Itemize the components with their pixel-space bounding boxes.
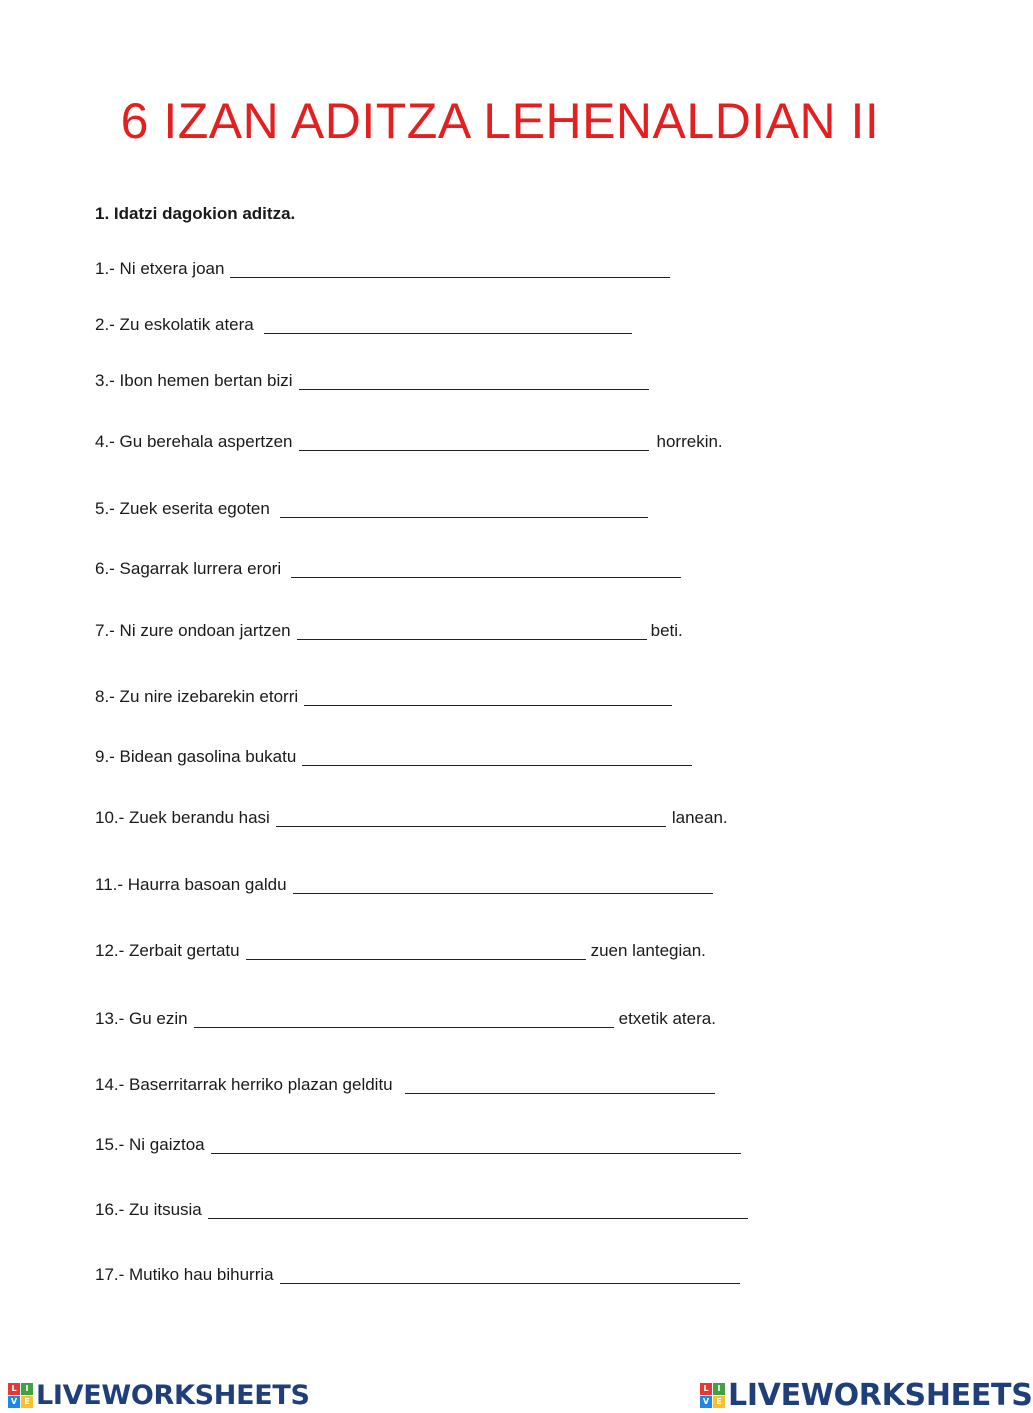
liveworksheets-mark-icon (700, 1383, 725, 1408)
exercise-prompt: 16.- Zu itsusia (95, 1200, 202, 1219)
exercise-prompt: 10.- Zuek berandu hasi (95, 808, 270, 827)
exercise-item-6 (95, 559, 681, 579)
exercise-prompt: 13.- Gu ezin (95, 1009, 188, 1028)
exercise-item-4 (95, 432, 723, 452)
exercise-suffix: zuen lantegian. (590, 941, 706, 960)
exercise-prompt: 12.- Zerbait gertatu (95, 941, 240, 960)
mark-letter: V (700, 1396, 712, 1408)
answer-blank[interactable] (299, 432, 649, 451)
exercise-item-17 (95, 1265, 740, 1285)
exercise-suffix: etxetik atera. (618, 1009, 716, 1028)
answer-blank[interactable] (208, 1200, 748, 1219)
mark-letter: L (8, 1383, 20, 1395)
answer-blank[interactable] (293, 875, 713, 894)
answer-blank[interactable] (297, 621, 647, 640)
exercise-suffix: beti. (650, 621, 683, 640)
mark-letter: V (8, 1396, 20, 1408)
answer-blank[interactable] (211, 1135, 741, 1154)
exercise-item-14 (95, 1075, 715, 1095)
worksheet-title: 6 IZAN ADITZA LEHENALDIAN II (120, 93, 880, 149)
exercise-prompt: 8.- Zu nire izebarekin etorri (95, 687, 299, 706)
exercise-item-13 (95, 1009, 716, 1029)
exercise-item-16 (95, 1200, 748, 1220)
exercise-item-15 (95, 1135, 741, 1155)
exercise-prompt: 15.- Ni gaiztoa (95, 1135, 205, 1154)
exercise-prompt: 11.- Haurra basoan galdu (95, 875, 287, 894)
exercise-item-5 (95, 499, 648, 519)
answer-blank[interactable] (299, 371, 649, 390)
exercise-item-2 (95, 315, 632, 335)
mark-letter: L (700, 1383, 712, 1395)
answer-blank[interactable] (304, 687, 672, 706)
answer-blank[interactable] (230, 259, 670, 278)
mark-letter: E (713, 1396, 725, 1408)
liveworksheets-logo-right (700, 1378, 1033, 1412)
mark-letter: I (21, 1383, 33, 1395)
exercise-item-9 (95, 747, 692, 767)
exercise-prompt: 1.- Ni etxera joan (95, 259, 225, 278)
answer-blank[interactable] (264, 315, 632, 334)
answer-blank[interactable] (291, 559, 681, 578)
exercise-prompt: 4.- Gu berehala aspertzen (95, 432, 293, 451)
liveworksheets-wordmark: LIVEWORKSHEETS (728, 1377, 1033, 1413)
answer-blank[interactable] (280, 1265, 740, 1284)
instruction-heading: 1. Idatzi dagokion aditza. (95, 204, 296, 223)
answer-blank[interactable] (405, 1075, 715, 1094)
answer-blank[interactable] (302, 747, 692, 766)
exercise-item-8 (95, 687, 672, 707)
exercise-item-3 (95, 371, 649, 391)
liveworksheets-wordmark: LIVEWORKSHEETS (36, 1379, 310, 1411)
exercise-item-11 (95, 875, 713, 895)
exercise-prompt: 17.- Mutiko hau bihurria (95, 1265, 274, 1284)
mark-letter: E (21, 1396, 33, 1408)
exercise-prompt: 14.- Baserritarrak herriko plazan gelditu (95, 1075, 393, 1094)
exercise-prompt: 2.- Zu eskolatik atera (95, 315, 254, 334)
mark-letter: I (713, 1383, 725, 1395)
exercise-prompt: 5.- Zuek eserita egoten (95, 499, 270, 518)
exercise-prompt: 7.- Ni zure ondoan jartzen (95, 621, 291, 640)
answer-blank[interactable] (280, 499, 648, 518)
exercise-prompt: 6.- Sagarrak lurrera erori (95, 559, 282, 578)
answer-blank[interactable] (276, 808, 666, 827)
exercise-item-1 (95, 259, 670, 279)
exercise-item-7 (95, 621, 683, 641)
exercise-item-12 (95, 941, 706, 961)
exercise-suffix: horrekin. (656, 432, 723, 451)
exercise-prompt: 3.- Ibon hemen bertan bizi (95, 371, 293, 390)
liveworksheets-mark-icon (8, 1383, 33, 1408)
exercise-item-10 (95, 808, 728, 828)
liveworksheets-logo-left (8, 1378, 310, 1412)
answer-blank[interactable] (194, 1009, 614, 1028)
answer-blank[interactable] (246, 941, 586, 960)
exercise-prompt: 9.- Bidean gasolina bukatu (95, 747, 297, 766)
exercise-suffix: lanean. (671, 808, 728, 827)
